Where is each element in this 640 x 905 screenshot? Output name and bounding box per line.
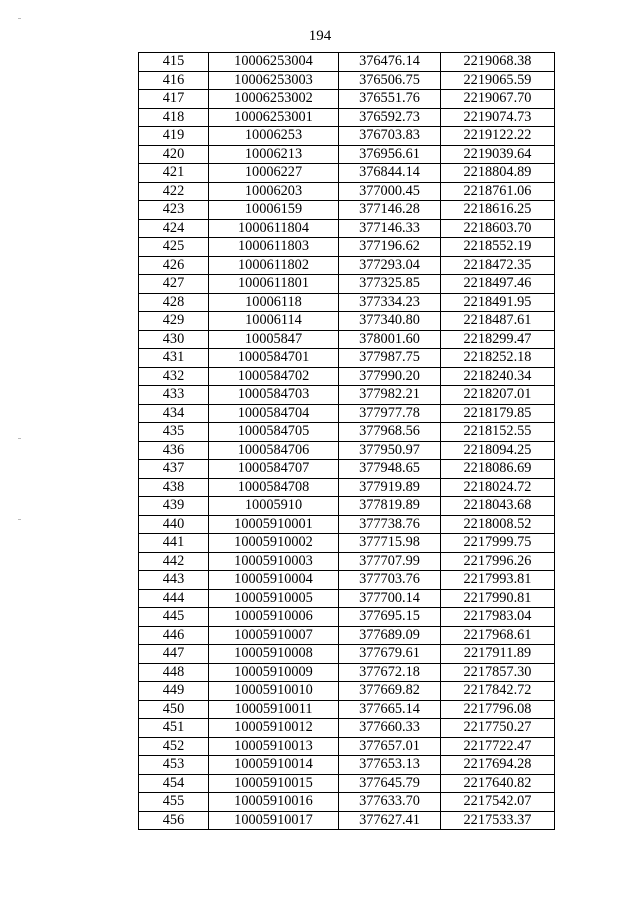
y-coordinate-cell: 2217990.81	[441, 589, 555, 608]
point-id-cell: 1000584704	[209, 404, 339, 423]
y-coordinate-cell: 2217796.08	[441, 700, 555, 719]
table-row	[139, 238, 555, 257]
y-coordinate-cell: 2217993.81	[441, 571, 555, 590]
table-row	[139, 441, 555, 460]
x-coordinate-cell: 377948.65	[339, 460, 441, 479]
point-number-cell: 454	[139, 774, 209, 793]
point-id-cell: 10006253002	[209, 90, 339, 109]
point-id-cell: 10005910016	[209, 793, 339, 812]
point-number-cell: 456	[139, 811, 209, 830]
point-id-cell: 10005910005	[209, 589, 339, 608]
point-id-cell: 1000584705	[209, 423, 339, 442]
point-id-cell: 10006203	[209, 182, 339, 201]
x-coordinate-cell: 377000.45	[339, 182, 441, 201]
x-coordinate-cell: 377293.04	[339, 256, 441, 275]
x-coordinate-cell: 377703.76	[339, 571, 441, 590]
point-id-cell: 10005910015	[209, 774, 339, 793]
y-coordinate-cell: 2217640.82	[441, 774, 555, 793]
point-id-cell: 10005847	[209, 330, 339, 349]
table-row	[139, 552, 555, 571]
point-number-cell: 433	[139, 386, 209, 405]
point-id-cell: 10006114	[209, 312, 339, 331]
point-id-cell: 10006159	[209, 201, 339, 220]
point-number-cell: 447	[139, 645, 209, 664]
y-coordinate-cell: 2219122.22	[441, 127, 555, 146]
y-coordinate-cell: 2218086.69	[441, 460, 555, 479]
point-id-cell: 10006253003	[209, 71, 339, 90]
y-coordinate-cell: 2218024.72	[441, 478, 555, 497]
table-row	[139, 756, 555, 775]
point-id-cell: 10005910004	[209, 571, 339, 590]
table-row	[139, 404, 555, 423]
y-coordinate-cell: 2218491.95	[441, 293, 555, 312]
point-number-cell: 431	[139, 349, 209, 368]
coordinates-table	[138, 52, 555, 830]
y-coordinate-cell: 2217999.75	[441, 534, 555, 553]
table-row	[139, 534, 555, 553]
point-number-cell: 440	[139, 515, 209, 534]
table-row	[139, 497, 555, 516]
table-row	[139, 201, 555, 220]
y-coordinate-cell: 2218487.61	[441, 312, 555, 331]
table-row	[139, 645, 555, 664]
point-number-cell: 436	[139, 441, 209, 460]
point-number-cell: 420	[139, 145, 209, 164]
point-number-cell: 441	[139, 534, 209, 553]
table-row	[139, 386, 555, 405]
y-coordinate-cell: 2219068.38	[441, 53, 555, 72]
point-id-cell: 1000611801	[209, 275, 339, 294]
point-id-cell: 1000584707	[209, 460, 339, 479]
x-coordinate-cell: 377738.76	[339, 515, 441, 534]
point-number-cell: 434	[139, 404, 209, 423]
table-row	[139, 53, 555, 72]
table-row	[139, 682, 555, 701]
point-number-cell: 416	[139, 71, 209, 90]
point-id-cell: 1000611802	[209, 256, 339, 275]
point-id-cell: 10005910001	[209, 515, 339, 534]
y-coordinate-cell: 2217857.30	[441, 663, 555, 682]
point-id-cell: 10005910012	[209, 719, 339, 738]
x-coordinate-cell: 376476.14	[339, 53, 441, 72]
table-row	[139, 145, 555, 164]
table-row	[139, 571, 555, 590]
table-body	[139, 53, 555, 830]
point-number-cell: 445	[139, 608, 209, 627]
x-coordinate-cell: 377325.85	[339, 275, 441, 294]
table-row	[139, 182, 555, 201]
x-coordinate-cell: 377819.89	[339, 497, 441, 516]
point-id-cell: 10006253	[209, 127, 339, 146]
x-coordinate-cell: 376592.73	[339, 108, 441, 127]
x-coordinate-cell: 377146.33	[339, 219, 441, 238]
x-coordinate-cell: 377653.13	[339, 756, 441, 775]
table-row	[139, 312, 555, 331]
point-number-cell: 418	[139, 108, 209, 127]
scan-mark	[18, 18, 21, 19]
x-coordinate-cell: 376956.61	[339, 145, 441, 164]
point-number-cell: 438	[139, 478, 209, 497]
x-coordinate-cell: 377987.75	[339, 349, 441, 368]
table-row	[139, 330, 555, 349]
y-coordinate-cell: 2219065.59	[441, 71, 555, 90]
point-number-cell: 446	[139, 626, 209, 645]
y-coordinate-cell: 2218008.52	[441, 515, 555, 534]
point-number-cell: 451	[139, 719, 209, 738]
table-row	[139, 367, 555, 386]
x-coordinate-cell: 377679.61	[339, 645, 441, 664]
point-id-cell: 1000584701	[209, 349, 339, 368]
table-row	[139, 811, 555, 830]
x-coordinate-cell: 377982.21	[339, 386, 441, 405]
point-number-cell: 435	[139, 423, 209, 442]
table-row	[139, 108, 555, 127]
x-coordinate-cell: 377334.23	[339, 293, 441, 312]
point-id-cell: 10005910010	[209, 682, 339, 701]
y-coordinate-cell: 2218603.70	[441, 219, 555, 238]
y-coordinate-cell: 2219067.70	[441, 90, 555, 109]
y-coordinate-cell: 2219039.64	[441, 145, 555, 164]
point-number-cell: 448	[139, 663, 209, 682]
table-row	[139, 774, 555, 793]
scan-mark	[18, 519, 21, 520]
y-coordinate-cell: 2218252.18	[441, 349, 555, 368]
table-row	[139, 349, 555, 368]
table-row	[139, 460, 555, 479]
table-row	[139, 793, 555, 812]
x-coordinate-cell: 378001.60	[339, 330, 441, 349]
x-coordinate-cell: 377695.15	[339, 608, 441, 627]
x-coordinate-cell: 377707.99	[339, 552, 441, 571]
x-coordinate-cell: 377657.01	[339, 737, 441, 756]
point-number-cell: 419	[139, 127, 209, 146]
table-row	[139, 256, 555, 275]
point-number-cell: 423	[139, 201, 209, 220]
table-row	[139, 275, 555, 294]
table-row	[139, 127, 555, 146]
scan-mark	[18, 438, 21, 439]
point-number-cell: 442	[139, 552, 209, 571]
y-coordinate-cell: 2218497.46	[441, 275, 555, 294]
point-number-cell: 427	[139, 275, 209, 294]
x-coordinate-cell: 377689.09	[339, 626, 441, 645]
x-coordinate-cell: 377919.89	[339, 478, 441, 497]
table-row	[139, 423, 555, 442]
y-coordinate-cell: 2217722.47	[441, 737, 555, 756]
y-coordinate-cell: 2217750.27	[441, 719, 555, 738]
y-coordinate-cell: 2218616.25	[441, 201, 555, 220]
table-row	[139, 293, 555, 312]
point-id-cell: 10006253001	[209, 108, 339, 127]
point-number-cell: 439	[139, 497, 209, 516]
point-id-cell: 10005910009	[209, 663, 339, 682]
y-coordinate-cell: 2218472.35	[441, 256, 555, 275]
x-coordinate-cell: 376703.83	[339, 127, 441, 146]
point-number-cell: 425	[139, 238, 209, 257]
point-number-cell: 437	[139, 460, 209, 479]
point-id-cell: 10005910006	[209, 608, 339, 627]
point-id-cell: 10006213	[209, 145, 339, 164]
x-coordinate-cell: 377196.62	[339, 238, 441, 257]
x-coordinate-cell: 377950.97	[339, 441, 441, 460]
y-coordinate-cell: 2217542.07	[441, 793, 555, 812]
x-coordinate-cell: 377968.56	[339, 423, 441, 442]
x-coordinate-cell: 377977.78	[339, 404, 441, 423]
y-coordinate-cell: 2218299.47	[441, 330, 555, 349]
point-number-cell: 428	[139, 293, 209, 312]
point-id-cell: 10006118	[209, 293, 339, 312]
y-coordinate-cell: 2218094.25	[441, 441, 555, 460]
y-coordinate-cell: 2217968.61	[441, 626, 555, 645]
point-number-cell: 424	[139, 219, 209, 238]
y-coordinate-cell: 2218240.34	[441, 367, 555, 386]
table-row	[139, 478, 555, 497]
x-coordinate-cell: 377660.33	[339, 719, 441, 738]
y-coordinate-cell: 2218179.85	[441, 404, 555, 423]
table-row	[139, 90, 555, 109]
y-coordinate-cell: 2219074.73	[441, 108, 555, 127]
table-row	[139, 663, 555, 682]
point-number-cell: 421	[139, 164, 209, 183]
y-coordinate-cell: 2218152.55	[441, 423, 555, 442]
y-coordinate-cell: 2217996.26	[441, 552, 555, 571]
point-number-cell: 450	[139, 700, 209, 719]
y-coordinate-cell: 2217842.72	[441, 682, 555, 701]
table-row	[139, 515, 555, 534]
x-coordinate-cell: 377146.28	[339, 201, 441, 220]
point-number-cell: 417	[139, 90, 209, 109]
point-id-cell: 1000584703	[209, 386, 339, 405]
y-coordinate-cell: 2217533.37	[441, 811, 555, 830]
point-number-cell: 430	[139, 330, 209, 349]
point-id-cell: 10005910007	[209, 626, 339, 645]
y-coordinate-cell: 2218207.01	[441, 386, 555, 405]
point-id-cell: 1000584708	[209, 478, 339, 497]
point-number-cell: 426	[139, 256, 209, 275]
y-coordinate-cell: 2217911.89	[441, 645, 555, 664]
x-coordinate-cell: 377669.82	[339, 682, 441, 701]
point-id-cell: 10005910	[209, 497, 339, 516]
point-number-cell: 452	[139, 737, 209, 756]
x-coordinate-cell: 377672.18	[339, 663, 441, 682]
x-coordinate-cell: 377700.14	[339, 589, 441, 608]
table-row	[139, 219, 555, 238]
table-row	[139, 589, 555, 608]
table-row	[139, 164, 555, 183]
y-coordinate-cell: 2218043.68	[441, 497, 555, 516]
y-coordinate-cell: 2217694.28	[441, 756, 555, 775]
point-number-cell: 443	[139, 571, 209, 590]
point-id-cell: 10006253004	[209, 53, 339, 72]
x-coordinate-cell: 377665.14	[339, 700, 441, 719]
point-id-cell: 10005910011	[209, 700, 339, 719]
table-row	[139, 719, 555, 738]
point-id-cell: 10005910008	[209, 645, 339, 664]
point-id-cell: 10006227	[209, 164, 339, 183]
y-coordinate-cell: 2218761.06	[441, 182, 555, 201]
point-number-cell: 449	[139, 682, 209, 701]
x-coordinate-cell: 376844.14	[339, 164, 441, 183]
x-coordinate-cell: 377633.70	[339, 793, 441, 812]
point-id-cell: 1000584702	[209, 367, 339, 386]
x-coordinate-cell: 376551.76	[339, 90, 441, 109]
point-number-cell: 453	[139, 756, 209, 775]
y-coordinate-cell: 2217983.04	[441, 608, 555, 627]
point-number-cell: 455	[139, 793, 209, 812]
point-number-cell: 432	[139, 367, 209, 386]
table-row	[139, 608, 555, 627]
page-number: 194	[308, 28, 332, 44]
point-id-cell: 10005910014	[209, 756, 339, 775]
point-id-cell: 1000584706	[209, 441, 339, 460]
point-id-cell: 1000611804	[209, 219, 339, 238]
x-coordinate-cell: 377340.80	[339, 312, 441, 331]
y-coordinate-cell: 2218804.89	[441, 164, 555, 183]
point-id-cell: 1000611803	[209, 238, 339, 257]
x-coordinate-cell: 377715.98	[339, 534, 441, 553]
x-coordinate-cell: 377990.20	[339, 367, 441, 386]
point-id-cell: 10005910003	[209, 552, 339, 571]
table-row	[139, 700, 555, 719]
point-number-cell: 444	[139, 589, 209, 608]
table-row	[139, 737, 555, 756]
point-id-cell: 10005910002	[209, 534, 339, 553]
point-number-cell: 422	[139, 182, 209, 201]
x-coordinate-cell: 377627.41	[339, 811, 441, 830]
x-coordinate-cell: 376506.75	[339, 71, 441, 90]
table-row	[139, 71, 555, 90]
point-id-cell: 10005910017	[209, 811, 339, 830]
x-coordinate-cell: 377645.79	[339, 774, 441, 793]
y-coordinate-cell: 2218552.19	[441, 238, 555, 257]
table-row	[139, 626, 555, 645]
point-number-cell: 429	[139, 312, 209, 331]
point-number-cell: 415	[139, 53, 209, 72]
point-id-cell: 10005910013	[209, 737, 339, 756]
